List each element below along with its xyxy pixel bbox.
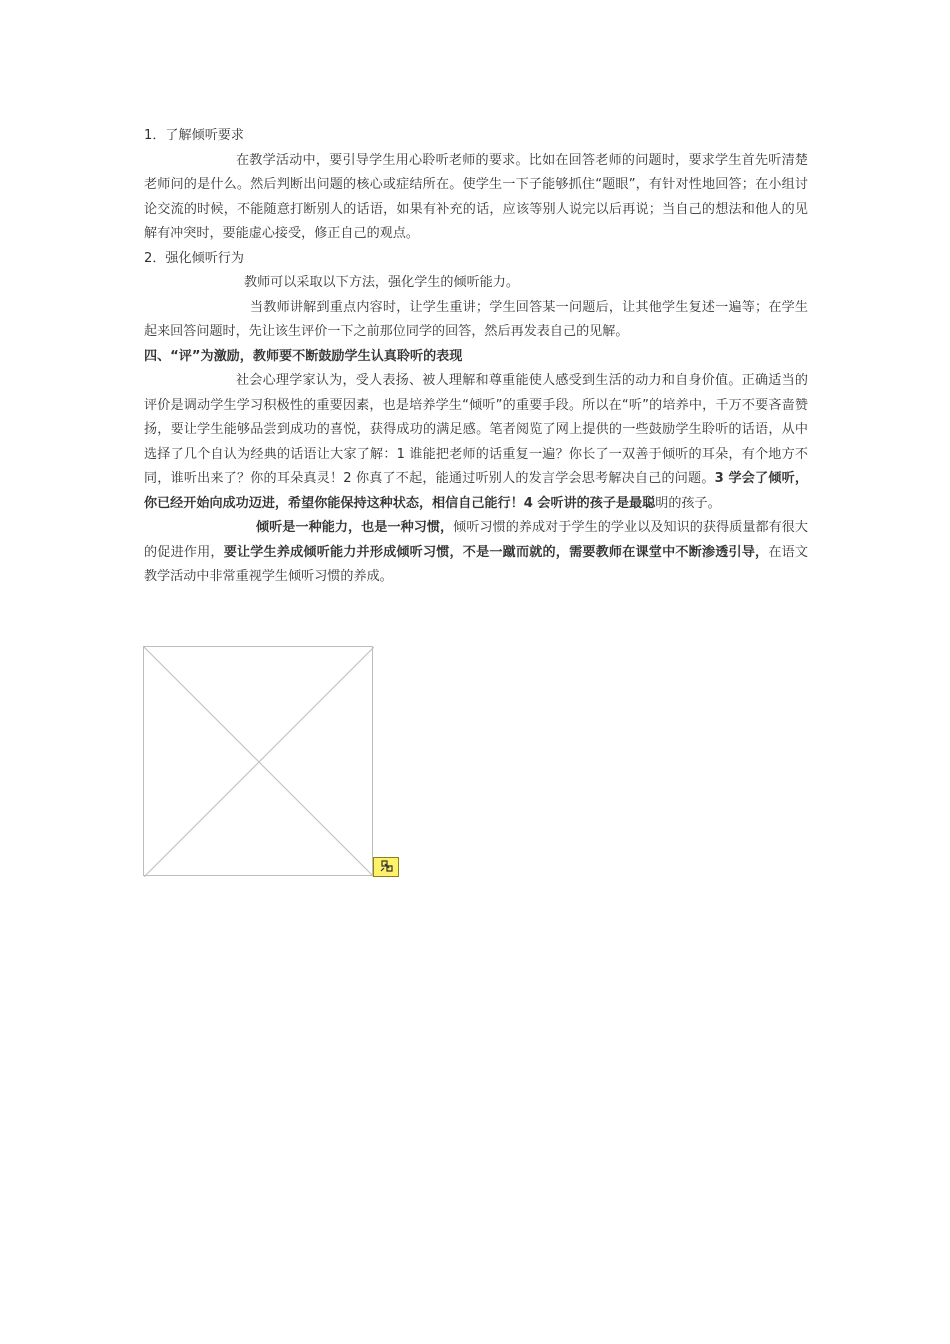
habit-bold-text: 要让学生养成倾听能力并形成倾听习惯，不是一蹴而就的，需要教师在课堂中不断渗透引导，: [223, 544, 769, 560]
encouragement-text: 社会心理学家认为，受人表扬、被人理解和尊重能使人感受到生活的动力和自身价值。正确适当的评价是调动学生学习积极性的重要因素，也是培养学生“倾听”的重要手段。所以在“听”的培养中，千万不要吝啬赞扬，要让学生能够品尝到成功的喜悦，获得成功的满足感。笔者阅览了网上提供的一些鼓励学生聆听的话语，从中选择了几个自认为经典的话语让大家了解：1 谁能把老师的话重复一遍？你长了一双善于倾听的耳朵，有个地方不同，谁听出来了？你的耳朵真灵！2 你真了不起，能通过听别人的发言学会思考解决自己的问题。: [144, 373, 808, 486]
missing-image-placeholder: [143, 646, 373, 876]
broken-image-icon: [373, 857, 399, 877]
paragraph-teacher-methods: 教师可以采取以下方法，强化学生的倾听能力。: [244, 275, 519, 290]
document-body: [144, 124, 808, 590]
habit-bold-lead: 倾听是一种能力，也是一种习惯，: [256, 520, 454, 535]
encouragement-end-text: 明的孩子。: [655, 495, 721, 511]
habit-end-text: 在语文教学活动中非常重视学生倾听习惯的养成。: [144, 544, 809, 584]
paragraph-habit: [144, 516, 808, 590]
habit-text: 倾听习惯的养成对于学生的学业以及知识的获得质量都有很大的促进作用，: [144, 520, 809, 560]
section-heading-4: 四、“评”为激励，教师要不断鼓励学生认真聆听的表现: [144, 348, 463, 364]
broken-link-icon: [378, 859, 396, 875]
paragraph-reinforcement: 当教师讲解到重点内容时，让学生重讲；学生回答某一问题后，让其他学生复述一遍等；在学生起来回答问题时，先让该生评价一下之前那位同学的回答，然后再发表自己的见解。: [144, 299, 808, 339]
placeholder-cross: [144, 647, 374, 877]
paragraph-encouragement: [144, 369, 808, 516]
section-heading-1: 1．了解倾听要求: [144, 128, 244, 143]
section-heading-2: 2．强化倾听行为: [144, 250, 244, 266]
paragraph-listening-requirements: 在教学活动中，要引导学生用心聆听老师的要求。比如在回答老师的问题时，要求学生首先听清楚老师问的是什么。然后判断出问题的核心或症结所在。使学生一下子能够抓住“题眼”，有针对性地回答；在小组讨论交流的时候，不能随意打断别人的话语，如果有补充的话，应该等别人说完以后再说；当自己的想法和他人的见解有冲突时，要能虚心接受，修正自己的观点。: [144, 152, 808, 241]
encouragement-bold-text: 3 学会了倾听，你已经开始向成功迈进，希望你能保持这种状态，相信自己能行！4 会听讲的孩子是最聪: [144, 471, 808, 511]
